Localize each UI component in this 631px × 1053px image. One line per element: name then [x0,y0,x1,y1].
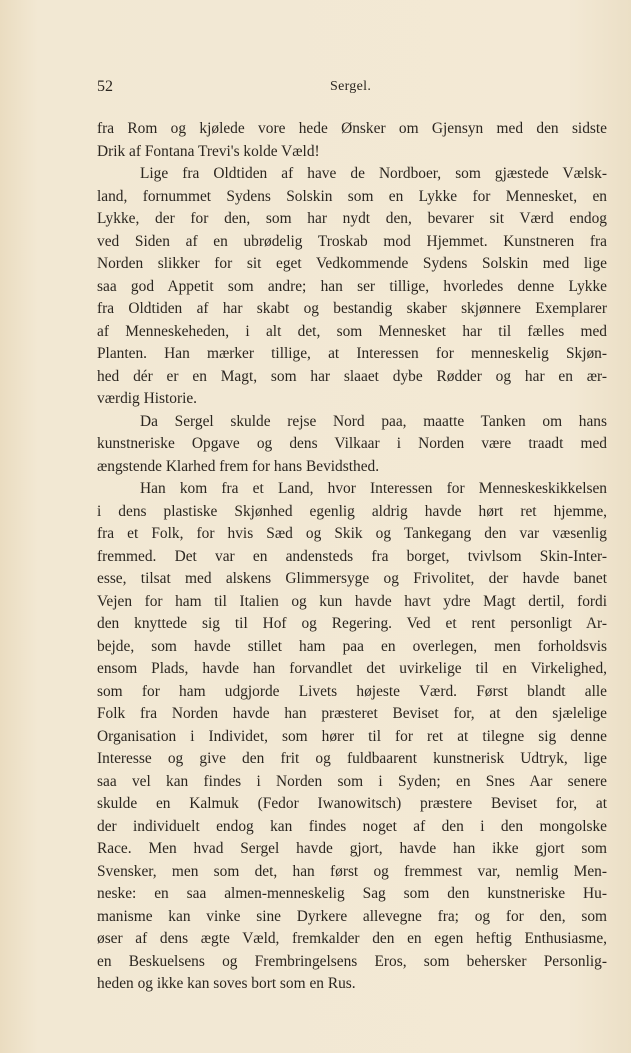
text-line: ved Siden af en ubrødelig Troskab mod Hjemmet. Kunstneren fra [97,232,607,250]
page-header [97,78,607,98]
text-line: en Beskuelsens og Frembringelsens Eros, som behersker Personlig- [97,952,607,970]
text-line: Planten. Han mærker tillige, at Interessen for menneskelig Skjøn- [97,345,607,362]
text-line: fra Oldtiden af har skabt og bestandig skaber skjønnere Exemplarer [97,300,607,317]
text-line: den knyttede sig til Hof og Regering. Ved et rent personligt Ar- [97,615,607,632]
text-line: manisme kan vinke sine Dyrkere allevegne fra; og for den, som [97,907,607,925]
text-line: fra et Folk, for hvis Sæd og Skik og Tankegang den var væsenlig [97,525,607,542]
text-line: Folk fra Norden havde han præsteret Beviset for, at den sjælelige [97,705,607,722]
text-line: af Menneskeheden, i alt det, som Mennesket har til fælles med [97,322,607,340]
text-line: saa god Appetit som andre; han ser tillige, hvorledes denne Lykke [97,277,607,295]
text-line: kunstneriske Opgave og dens Vilkaar i Norden være traadt med [97,435,607,452]
text-line: Organisation i Individet, som hører til for ret at tilegne sig denne [97,727,607,745]
text-line: saa vel kan findes i Norden som i Syden; en Snes Aar senere [97,772,607,790]
text-line: øser af dens ægte Væld, fremkalder den en egen heftig Enthusiasme, [97,930,607,947]
text-line: land, fornummet Sydens Solskin som en Lykke for Mennesket, en [97,187,607,205]
text-line: Drik af Fontana Trevi's kolde Væld! [97,142,320,160]
body-text [97,118,607,996]
text-line: Da Sergel skulde rejse Nord paa, maatte Tanken om hans [140,412,607,430]
text-line: Lige fra Oldtiden af have de Nordboer, som gjæstede Vælsk- [140,165,607,182]
text-line: hed dér er en Magt, som har slaaet dybe Rødder og har en ær- [97,367,607,385]
text-line: neske: en saa almen-menneskelig Sag som den kunstneriske Hu- [97,885,607,902]
text-line: Vejen for ham til Italien og kun havde havt ydre Magt dertil, fordi [97,592,607,610]
text-line: i dens plastiske Skjønhed egenlig aldrig havde hørt ret hjemme, [97,502,607,520]
text-line: fra Rom og kjølede vore hede Ønsker om Gjensyn med den sidste [97,120,607,137]
text-line: Race. Men hvad Sergel havde gjort, havde han ikke gjort som [97,840,607,857]
text-line: Interesse og give den frit og fuldbaarent kunstnerisk Udtryk, lige [97,750,607,767]
text-line: esse, tilsat med alskens Glimmersyge og Frivolitet, der havde banet [97,570,607,587]
running-head: Sergel. [330,79,372,94]
text-line: heden og ikke kan soves bort som en Rus. [97,975,356,992]
text-line: Svensker, men som det, han først og fremmest var, nemlig Men- [97,862,607,880]
text-line: ængstende Klarhed frem for hans Bevidsthed. [97,457,380,475]
text-line: Norden slikker for sit eget Vedkommende Sydens Solskin med lige [97,255,607,272]
text-line: som for ham udgjorde Livets højeste Værd. Først blandt alle [97,682,607,700]
text-line: skulde en Kalmuk (Fedor Iwanowitsch) præstere Beviset for, at [97,795,607,812]
text-line: bejde, som havde stillet ham paa en overlegen, men forholdsvis [97,637,607,655]
page-number: 52 [97,78,113,95]
text-line: der individuelt endog kan findes noget af den i den mongolske [97,817,607,835]
text-line: fremmed. Det var en andensteds fra borget, tvivlsom Skin-Inter- [97,547,607,565]
text-line: Lykke, der for den, som har nydt den, bevarer sit Værd endog [97,210,607,227]
text-line: værdig Historie. [97,390,198,407]
text-line: Han kom fra et Land, hvor Interessen for Menneskeskikkelsen [140,480,607,497]
text-line: ensom Plads, havde han forvandlet det uvirkelige til en Virkelighed, [97,660,607,677]
